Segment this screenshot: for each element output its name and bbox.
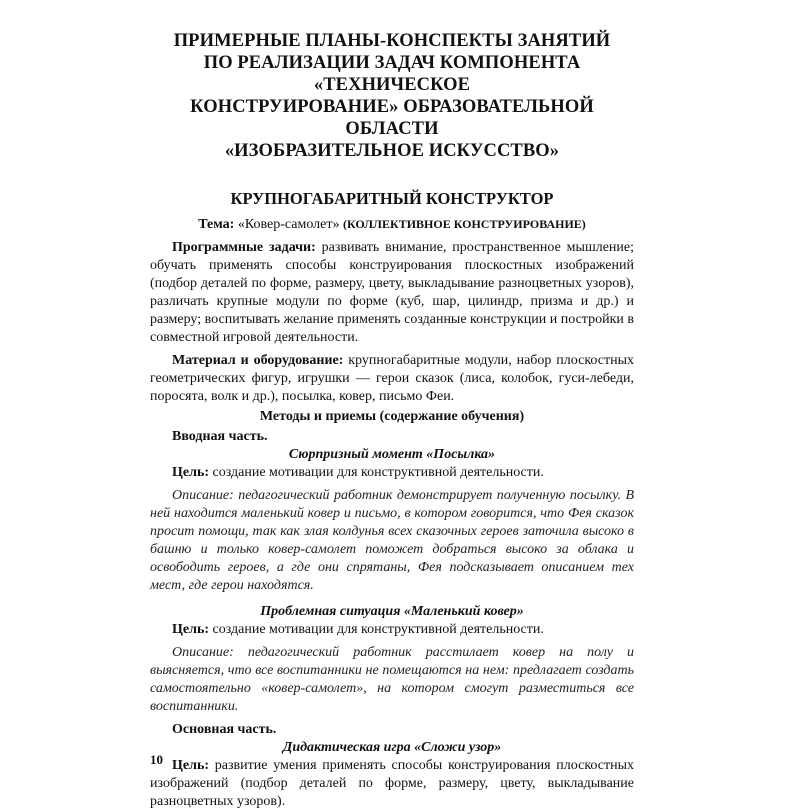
block2-heading: Проблемная ситуация «Маленький ковер» [260, 604, 524, 619]
block1-description: Описание: педагогический работник демонстрирует полученную посылку. В ней находится маленький ковер и письмо, в котором говорится, что Фея сказок просит помощи, так как злая колдунья всех сказочных героев заточила высоко в башню и только ковер-самолет поможет добраться высоко за облака и освободить героев, а где они спрятаны, Фея подсказывает описанием тех мест, где герои находятся. [150, 488, 634, 593]
title-line-4: «ИЗОБРАЗИТЕЛЬНОЕ ИСКУССТВО» [224, 141, 560, 161]
block1-heading: Сюрпризный момент «Посылка» [288, 447, 496, 462]
block3-heading: Дидактическая игра «Сложи узор» [282, 740, 502, 755]
title-line-3: КОНСТРУИРОВАНИЕ» ОБРАЗОВАТЕЛЬНОЙ ОБЛАСТИ [190, 97, 594, 139]
block3-goal-text: развитие умения применять способы конструирования плоскостных изображений (подбор деталей по форме, размеру, цвету, выкладывание разноцветных узоров). [150, 758, 635, 809]
tasks-label: Программные задачи: [172, 240, 316, 255]
topic-line [150, 215, 634, 234]
page-title [150, 30, 634, 162]
tasks-text: развивать внимание, пространственное мышление; обучать применять способы конструирования плоскостных изображений (подбор деталей по форме, размеру, цвету, выкладывание разноцветных узоров), различать крупные модули по форме (куб, шар, цилиндр, призма и др.) и размеру; воспитывать желание применять созданные конструкции и постройки в совместной игровой деятельности. [150, 240, 635, 345]
page-number: 10 [150, 752, 163, 767]
materials-text: крупногабаритные модули, набор плоскостных геометрических фигур, игрушки — герои сказок (лиса, колобок, гуси-лебеди, поросята, волк и др.), посылка, ковер, письмо Феи. [150, 353, 634, 404]
block1-goal-text: создание мотивации для конструктивной деятельности. [212, 465, 544, 480]
topic-label: Тема: [198, 217, 235, 232]
page-content [150, 30, 634, 811]
block1-goal [150, 464, 634, 482]
block1-goal-label: Цель: [172, 465, 210, 480]
block2-goal [150, 621, 634, 639]
topic-name: «Ковер-самолет» [237, 217, 340, 232]
title-line-1: ПРИМЕРНЫЕ ПЛАНЫ-КОНСПЕКТЫ ЗАНЯТИЙ [173, 31, 611, 51]
materials-label: Материал и оборудование: [172, 353, 344, 368]
tasks-paragraph [150, 239, 634, 347]
methods-title: Методы и приемы (содержание обучения) [259, 409, 525, 424]
intro-part-label: Вводная часть. [172, 429, 268, 444]
block2-description: Описание: педагогический работник расстилает ковер на полу и выясняется, что все воспитанники не помещаются на нем: предлагает создать самостоятельно «ковер-самолет», на котором смогут разместиться все воспитанники. [150, 645, 634, 714]
materials-paragraph [150, 352, 634, 406]
block2-goal-text: создание мотивации для конструктивной деятельности. [212, 622, 544, 637]
main-part-label: Основная часть. [172, 722, 277, 737]
block3-goal-label: Цель: [172, 758, 210, 773]
block2-goal-label: Цель: [172, 622, 210, 637]
title-line-2: ПО РЕАЛИЗАЦИИ ЗАДАЧ КОМПОНЕНТА «ТЕХНИЧЕСКОЕ [203, 53, 581, 95]
topic-note: (КОЛЛЕКТИВНОЕ КОНСТРУИРОВАНИЕ) [342, 217, 586, 231]
section-title: КРУПНОГАБАРИТНЫЙ КОНСТРУКТОР [230, 189, 554, 208]
block3-goal [150, 757, 634, 811]
